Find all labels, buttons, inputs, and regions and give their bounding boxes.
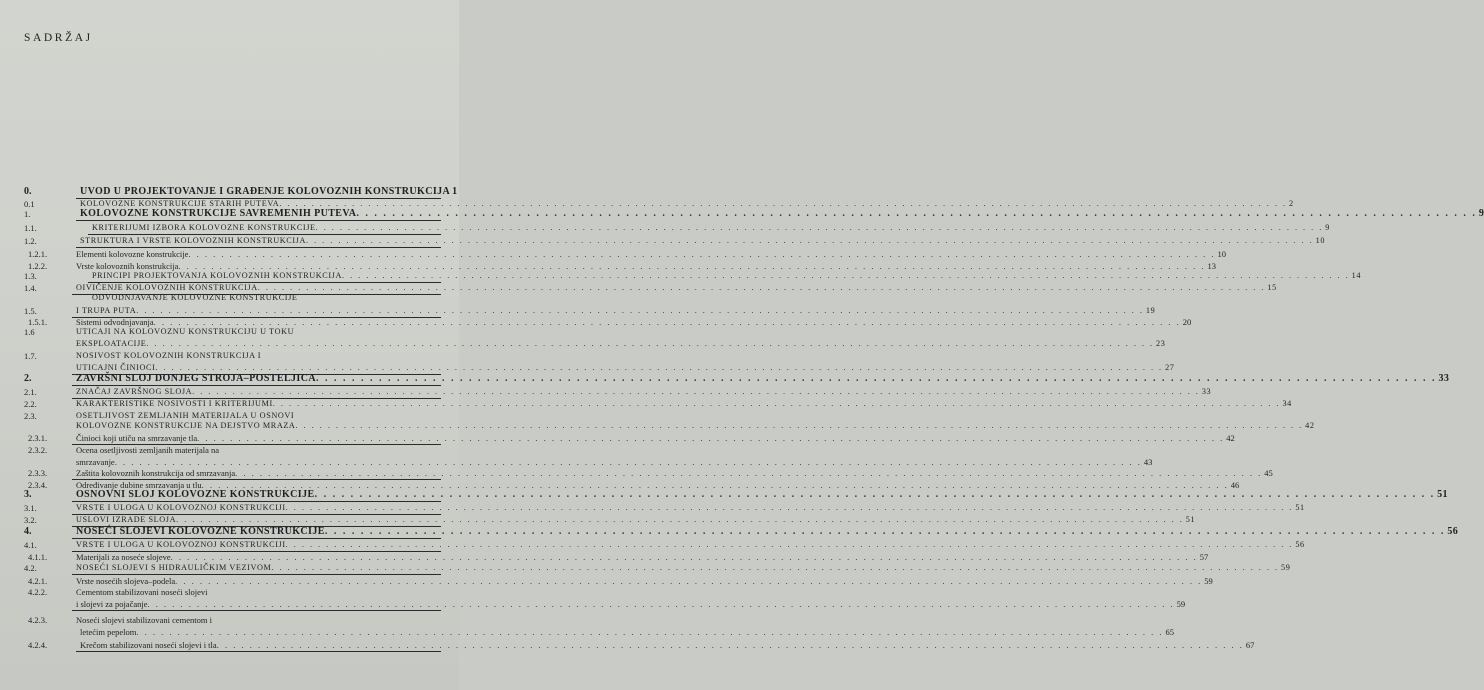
toc-entry-title (80, 639, 1255, 651)
toc-entry-page: 9 (1325, 223, 1330, 232)
toc-entry-number: 4.2.2. (28, 587, 48, 597)
toc-entry-number: 0. (24, 186, 32, 197)
toc-entry-number: 2.3.2. (28, 445, 48, 455)
toc-entry-text: OSETLJIVOST ZEMLJANIH MATERIJALA U OSNOVI (76, 411, 295, 420)
toc-entry-title (76, 420, 1315, 432)
toc-entry-title (76, 562, 1291, 574)
toc-entry-text: UVOD U PROJEKTOVANJE I GRAĐENJE KOLOVOZNIH KONSTRUKCIJA (80, 186, 451, 197)
toc-entry-text: VRSTE I ULOGA U KOLOVOZNOJ KONSTRUKCIJI (76, 503, 286, 512)
toc-entry-title (76, 526, 1459, 538)
toc-leader-dots (148, 598, 1175, 610)
toc-entry-page: 51 (1437, 489, 1448, 500)
toc-entry-page: 42 (1305, 421, 1315, 430)
toc-leader-dots (273, 398, 1281, 410)
toc-entry-page (298, 292, 300, 304)
toc-entry-number: 1.5. (24, 306, 37, 316)
toc-entry (0, 208, 1484, 220)
toc-leader-dots (217, 639, 1244, 651)
toc-entry-text: Određivanje dubine smrzavanja u tlu (76, 480, 202, 490)
toc-entry-number: 1.2.2. (28, 261, 48, 271)
toc-entry (0, 350, 459, 362)
toc-entry-text: Ocena osetljivosti zemljanih materijala na (76, 445, 220, 455)
toc-entry-number: 1.2.1. (28, 249, 48, 259)
toc-entry-number: 1.1. (24, 223, 37, 233)
toc-leader-dots (271, 562, 1279, 574)
toc-entry-text: UTICAJI NA KOLOVOZNU KONSTRUKCIJU U TOKU (76, 327, 295, 336)
toc-entry-title (76, 432, 1235, 444)
toc-entry (0, 398, 1292, 410)
toc-entry-page: 59 (1176, 599, 1186, 609)
toc-entry-page: 20 (1182, 317, 1192, 327)
toc-entry-text: Noseći slojevi stabilizovani cementom i (76, 615, 212, 625)
toc-underline (76, 651, 441, 652)
toc-entry-page: 27 (1165, 363, 1175, 372)
toc-entry (0, 386, 1212, 398)
toc-entry (0, 586, 459, 598)
toc-leader-dots (136, 626, 1163, 638)
toc-entry-text: USLOVI IZRADE SLOJA (76, 515, 177, 524)
toc-entry-text: Sistemi odvodnjavanja (76, 317, 154, 327)
toc-entry (0, 235, 1326, 247)
toc-entry-number: 1. (24, 209, 31, 219)
toc-entry-text: VRSTE I ULOGA U KOLOVOZNOJ KONSTRUKCIJI (76, 540, 286, 549)
toc-entry-page: 10 (1315, 236, 1326, 245)
toc-entry (0, 248, 1226, 260)
toc-entry-page (212, 614, 214, 626)
toc-entry-page: 14 (1351, 271, 1362, 280)
toc-entry-text: Elementi kolovozne konstrukcije (76, 249, 189, 259)
toc-entry-text: KOLOVOZNE KONSTRUKCIJE STARIH PUTEVA (80, 199, 280, 208)
toc-leader-dots (316, 222, 1324, 234)
toc-entry-number: 3.2. (24, 515, 37, 525)
toc-entry-title (76, 502, 1305, 514)
toc-entry-page: 57 (1199, 552, 1209, 562)
toc-entry (0, 526, 1459, 538)
toc-entry-title (76, 514, 1196, 526)
toc-entry-text: KOLOVOZNE KONSTRUKCIJE NA DEJSTVO MRAZA (76, 421, 296, 430)
toc-entry-page: 19 (1145, 306, 1156, 315)
toc-entry-text: NOSEĆI SLOJEVI S HIDRAULIČKIM VEZIVOM (76, 563, 272, 572)
toc-entry (0, 614, 459, 626)
toc-underline (72, 610, 441, 611)
toc-entry-number: 3.1. (24, 503, 37, 513)
toc-entry-number: 4.2.3. (28, 615, 48, 625)
toc-entry-page: 9 (1478, 208, 1484, 219)
toc-entry-page: 56 (1447, 526, 1459, 537)
toc-entry-text: STRUKTURA I VRSTE KOLOVOZNIH KONSTRUKCIJA (80, 236, 306, 245)
toc-entry (0, 420, 1315, 432)
toc-entry-text: NOSEĆI SLOJEVI KOLOVOZNE KONSTRUKCIJE (76, 526, 325, 537)
toc-entry-page: 42 (1226, 433, 1235, 443)
toc-entry-number: 4.2. (24, 563, 37, 573)
toc-entry (0, 186, 459, 198)
toc-entry-number: 2.3.4. (28, 480, 48, 490)
toc-entry-text: NOSIVOST KOLOVOZNIH KONSTRUKCIJA I (76, 351, 262, 360)
toc-entry-title (76, 444, 441, 456)
toc-entry-number: 2.3.1. (28, 433, 48, 443)
toc-entry (0, 489, 1448, 501)
toc-entry-title (76, 398, 1292, 410)
toc-entry-number: 2. (24, 373, 32, 384)
toc-entry-title (92, 270, 1362, 282)
toc-entry-title (76, 326, 441, 338)
toc-entry (0, 444, 459, 456)
toc-leader-dots (286, 502, 1294, 514)
toc-entry-text: EKSPLOATACIJE (76, 339, 147, 348)
toc-entry (0, 292, 459, 304)
toc-entry-title (76, 338, 1166, 350)
toc-entry-page: 34 (1282, 399, 1292, 408)
toc-entry-number: 4.1. (24, 540, 37, 550)
toc-entry-number: 1.4. (24, 283, 37, 293)
toc-entry-page: 59 (1204, 576, 1213, 586)
toc-leader-dots (188, 248, 1215, 260)
toc-entry-title (76, 489, 1448, 501)
toc-entry-title (92, 292, 441, 304)
toc-entry-page: 13 (1207, 261, 1217, 271)
toc-entry-page: 1 (452, 186, 458, 197)
toc-entry (0, 562, 1291, 574)
toc-entry-text: OIVIČENJE KOLOVOZNIH KONSTRUKCIJA (76, 283, 258, 292)
toc-entry-text: UTICAJNI ČINIOCI (76, 363, 156, 372)
toc-entry (0, 502, 1305, 514)
toc-entry (0, 432, 1235, 444)
toc-entry-text: KRITERIJUMI IZBORA KOLOVOZNE KONSTRUKCIJE (92, 223, 316, 232)
toc-entry-number: 2.2. (24, 399, 37, 409)
toc-entry-page: 33 (1201, 387, 1212, 396)
toc-underline (76, 220, 441, 221)
toc-entry-page: 65 (1165, 627, 1175, 637)
toc-entry-text: KOLOVOZNE KONSTRUKCIJE SAVREMENIH PUTEVA (80, 208, 357, 219)
toc-entry-title (76, 586, 441, 598)
toc-entry-page: 51 (1295, 503, 1305, 512)
toc-entry-page: 56 (1295, 540, 1305, 549)
toc-entry-number: 1.7. (24, 351, 37, 361)
toc-leader-dots (192, 386, 1200, 398)
toc-entry-title (76, 350, 441, 362)
page-heading: SADRŽAJ (24, 32, 93, 44)
toc-entry-number: 4.2.1. (28, 576, 48, 586)
toc-entry (0, 326, 459, 338)
toc-leader-dots (356, 208, 1477, 220)
toc-entry-text: Zaštita kolovoznih konstrukcija od smrzavanja (76, 468, 236, 478)
toc-leader-dots (197, 432, 1224, 444)
toc-entry-title (76, 248, 1226, 260)
toc-entry (0, 467, 1273, 479)
toc-entry-text: PRINCIPI PROJEKTOVANJA KOLOVOZNIH KONSTRUKCIJA (92, 271, 342, 280)
toc-entry (0, 338, 1166, 350)
toc-leader-dots (176, 514, 1184, 526)
toc-entry-text: ZAVRŠNI SLOJ DONJEG STROJA–POSTELJICA (76, 373, 316, 384)
toc-entry-text: OSNOVNI SLOJ KOLOVOZNE KONSTRUKCIJE (76, 489, 315, 500)
toc-entry-title (80, 186, 458, 198)
toc-entry-text: letećim pepelom (80, 627, 137, 637)
toc-entry-text: ZNAČAJ ZAVRŠNOG SLOJA (76, 387, 193, 396)
toc-entry-number: 4.1.1. (28, 552, 48, 562)
toc-entry-number: 1.6 (24, 327, 35, 337)
toc-entry-title (80, 626, 1175, 638)
toc-entry-text: Materijali za noseće slojeve (76, 552, 171, 562)
toc-leader-dots (295, 420, 1303, 432)
toc-entry-page: 15 (1267, 283, 1277, 292)
toc-leader-dots (342, 270, 1350, 282)
toc-entry-text: ODVODNJAVANJE KOLOVOZNE KONSTRUKCIJE (92, 293, 298, 302)
toc-entry-number: 1.5.1. (28, 317, 48, 327)
toc-entry-title (76, 386, 1212, 398)
toc-entry-title (76, 598, 1186, 610)
toc-entry (0, 514, 1196, 526)
toc-entry-text: smrzavanje (76, 457, 115, 467)
toc-entry-number: 1.3. (24, 271, 37, 281)
toc-entry (0, 639, 1255, 651)
toc-entry-page: 23 (1156, 339, 1166, 348)
toc-entry-title (76, 373, 1450, 385)
toc-entry (0, 539, 1305, 551)
toc-entry-title (76, 614, 441, 626)
toc-entry-number: 1.2. (24, 236, 37, 246)
toc-leader-dots (286, 539, 1294, 551)
toc-entry-number: 2.1. (24, 387, 37, 397)
toc-entry (0, 222, 1330, 234)
toc-entry-page: 10 (1217, 249, 1226, 259)
toc-entry (0, 626, 1175, 638)
toc-entry (0, 270, 1362, 282)
toc-entry-text: I TRUPA PUTA (76, 306, 137, 315)
toc-entry-text: i slojevi za pojačanje (76, 599, 148, 609)
toc-entry-text: Krečom stabilizovani noseći slojevi i tla (80, 640, 217, 650)
toc-entry-page: 2 (1289, 199, 1294, 208)
toc-leader-dots (146, 338, 1154, 350)
toc-entry-number: 3. (24, 489, 32, 500)
toc-entry-page: 67 (1245, 640, 1255, 650)
toc-entry-title (76, 539, 1305, 551)
toc-entry-title (76, 467, 1273, 479)
toc-entry-number: 4. (24, 526, 32, 537)
toc-entry-page: 33 (1438, 373, 1450, 384)
toc-entry-text: Cementom stabilizovani noseći slojevi (76, 587, 208, 597)
toc-entry-text: Vrste nosećih slojeva–podela (76, 576, 176, 586)
toc-entry (0, 598, 1186, 610)
toc-entry-page: 59 (1281, 563, 1291, 572)
toc-entry-page (208, 586, 210, 598)
toc-leader-dots (325, 526, 1446, 538)
toc-entry-title (80, 235, 1326, 247)
toc-leader-dots (235, 467, 1262, 479)
toc-leader-dots (316, 373, 1437, 385)
toc-entry-page: 51 (1185, 515, 1196, 524)
toc-leader-dots (315, 489, 1436, 501)
toc-entry-number: 0.1 (24, 199, 35, 209)
toc-leader-dots (306, 235, 1314, 247)
toc-entry-number: 2.3.3. (28, 468, 48, 478)
toc-entry-page (294, 326, 296, 338)
toc-entry-title (92, 222, 1330, 234)
toc-entry-page: 46 (1230, 480, 1240, 490)
toc-entry (0, 373, 1450, 385)
toc-entry-text: KARAKTERISTIKE NOSIVOSTI I KRITERIJUMI (76, 399, 273, 408)
toc-entry-text: Činioci koji utiču na smrzavanje tla (76, 433, 198, 443)
toc-entry-text: Vrste kolovoznih konstrukcija (76, 261, 179, 271)
toc-entry-page (261, 350, 263, 362)
toc-entry-page: 45 (1264, 468, 1273, 478)
toc-entry-page: 43 (1143, 457, 1153, 467)
toc-entry-number: 4.2.4. (28, 640, 48, 650)
toc-entry-page (219, 444, 221, 456)
toc-entry-number: 2.3. (24, 411, 37, 421)
toc-entry-title (80, 208, 1484, 220)
